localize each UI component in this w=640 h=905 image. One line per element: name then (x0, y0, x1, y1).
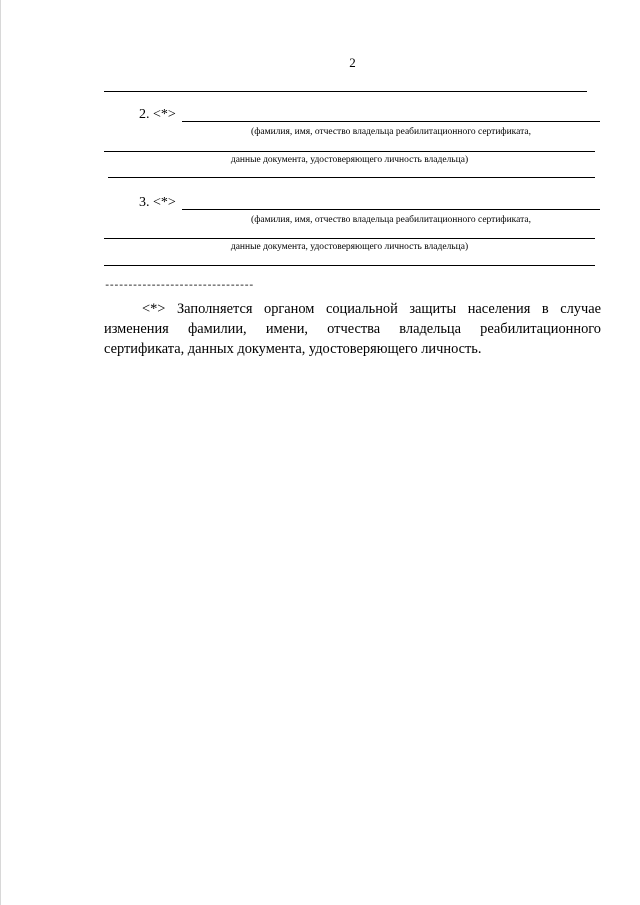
top-rule (104, 91, 587, 92)
entry-caption-document: данные документа, удостоверяющего личность владельца) (230, 242, 469, 252)
entry-extra-line[interactable] (108, 177, 595, 178)
entry-caption-document: данные документа, удостоверяющего личность владельца) (230, 155, 469, 165)
entry-name-line[interactable] (182, 121, 600, 122)
entry-document-line[interactable] (104, 238, 595, 239)
footnote-body: <*> Заполняется органом социальной защиты населения в случае изменения фамилии, имени, отчества владельца реабилитационного сертификата, данных документа, удостоверяющего личность. (104, 301, 601, 357)
entry-label: 2. <*> (139, 107, 176, 122)
entry-caption-name: (фамилия, имя, отчество владельца реабилитационного сертификата, (251, 215, 531, 225)
entry-name-line[interactable] (182, 209, 600, 210)
entry-document-line[interactable] (104, 151, 595, 152)
footnote-separator: -------------------------------- (104, 280, 253, 292)
footnote-text (104, 299, 601, 359)
entry-extra-line[interactable] (104, 265, 595, 266)
entry-caption-name: (фамилия, имя, отчество владельца реабилитационного сертификата, (251, 127, 531, 137)
page-number: 2 (349, 55, 356, 70)
entry-label: 3. <*> (139, 195, 176, 210)
page-edge (0, 0, 1, 905)
